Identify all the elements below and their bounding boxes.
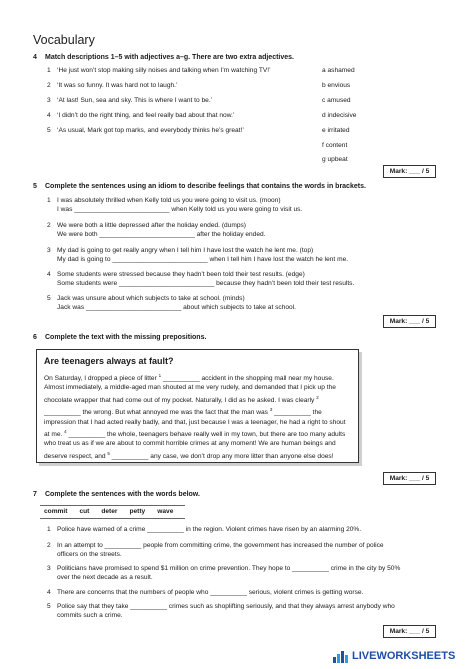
item-number: 5 xyxy=(47,295,51,302)
gap-number: 5 xyxy=(107,450,110,456)
sentence-continuation: over the next decade as a result. xyxy=(57,574,153,581)
mark-box[interactable]: Mark: ___ / 5 xyxy=(383,315,436,328)
question-5-title xyxy=(33,183,366,191)
sentence-original: I was absolutely thrilled when Kelly told us you were going to visit us. (moon) xyxy=(57,197,281,204)
word-bank xyxy=(40,505,185,519)
word-bank-item: petty xyxy=(129,508,146,515)
item-number: 5 xyxy=(47,127,51,134)
item-number: 3 xyxy=(47,565,51,572)
question-number: 5 xyxy=(33,183,37,190)
sentence-gap[interactable]: My dad is going to __________________________ when I tell him I have lost the watch he lent me. xyxy=(57,256,349,263)
sentence-continuation: commits such a crime. xyxy=(57,612,123,619)
gap-number: 2 xyxy=(316,394,319,400)
gap-number: 3 xyxy=(269,407,273,413)
word-bank-item: commit xyxy=(44,508,68,515)
word-bank-item: deter xyxy=(101,508,118,515)
adjective-option: g upbeat xyxy=(322,156,348,163)
footer-brand[interactable] xyxy=(333,650,455,663)
item-number: 4 xyxy=(47,271,51,278)
item-number: 3 xyxy=(47,247,51,254)
question-7-title xyxy=(33,491,200,499)
question-4-title xyxy=(33,54,294,62)
item-number: 3 xyxy=(47,97,51,104)
description-text: ‘As usual, Mark got top marks, and everybody thinks he’s great!’ xyxy=(57,127,244,134)
page-title: Vocabulary xyxy=(33,33,95,47)
mark-box[interactable]: Mark: ___ / 5 xyxy=(383,472,436,485)
sentence-gap[interactable]: Police have warned of a crime __________ in the region. Violent crimes have risen by an alarming 20%. xyxy=(57,526,362,533)
gap[interactable]: __________ the impression that I had acted really badly, and that, just because I was a teenager, he had a right to shout at me. xyxy=(44,409,346,439)
gap[interactable]: __________ accident in the shopping mall near my house. Almost immediately, a middle-aged man shouted at me very rudely, and demanded that I pick up the chocolate wrapper that had come out of my pocket. Naturally, I did as he asked. I was clearly xyxy=(44,374,336,404)
gap-number: 1 xyxy=(158,372,162,378)
item-number: 2 xyxy=(47,82,51,89)
sentence-original: My dad is going to get really angry when I tell him I have lost the watch he lent me. (top) xyxy=(57,247,314,254)
question-instruction: Complete the sentences with the words below. xyxy=(45,491,200,498)
item-number: 1 xyxy=(47,67,51,74)
sentence-original: Some students were stressed because they hadn’t been told their test results. (edge) xyxy=(57,271,305,278)
question-instruction: Match descriptions 1–5 with adjectives a–g. There are two extra adjectives. xyxy=(45,54,294,61)
brand-name: LIVEWORKSHEETS xyxy=(352,650,456,662)
word-bank-item: wave xyxy=(157,508,174,515)
sentence-gap[interactable]: I was __________________________ when Kelly told us you were going to visit us. xyxy=(57,206,303,213)
mark-box[interactable]: Mark: ___ / 5 xyxy=(383,165,436,178)
question-6-title xyxy=(33,334,206,342)
item-number: 1 xyxy=(47,197,51,204)
adjective-option: a ashamed xyxy=(322,67,355,74)
article-box xyxy=(36,349,359,463)
adjective-option: e irritated xyxy=(322,127,350,134)
sentence-gap[interactable]: Politicians have promised to spend $1 million on crime prevention. They hope to __________ crime in the city by 50% xyxy=(57,565,401,572)
gap[interactable]: __________ any case, we don’t drop any more litter than anyone else does! xyxy=(109,452,334,460)
question-number: 6 xyxy=(33,334,37,341)
item-number: 5 xyxy=(47,603,51,610)
sentence-gap[interactable]: There are concerns that the numbers of people who __________ serious, violent crimes is getting worse. xyxy=(57,589,364,596)
question-number: 4 xyxy=(33,54,37,61)
sentence-gap[interactable]: In an attempt to __________ people from committing crime, the government has increased the number of police xyxy=(57,542,384,549)
sentence-gap[interactable]: We were both __________________________ after the holiday ended. xyxy=(57,231,266,238)
item-number: 4 xyxy=(47,112,51,119)
sentence-continuation: officers on the streets. xyxy=(57,551,122,558)
description-text: ‘At last! Sun, sea and sky. This is where I want to be.’ xyxy=(57,97,213,104)
question-instruction: Complete the sentences using an idiom to describe feelings that contains the words in brackets. xyxy=(45,183,366,190)
description-text: ‘I didn’t do the right thing, and feel really bad about that now.’ xyxy=(57,112,235,119)
sentence-gap[interactable]: Jack was __________________________ about which subjects to take at school. xyxy=(57,304,297,311)
liveworksheets-logo-icon xyxy=(333,651,349,663)
adjective-option: c amused xyxy=(322,97,351,104)
sentence-gap[interactable]: Some students were __________________________ because they hadn’t been told their test results. xyxy=(57,280,355,287)
item-number: 1 xyxy=(47,526,51,533)
item-number: 2 xyxy=(47,542,51,549)
mark-box[interactable]: Mark: ___ / 5 xyxy=(383,625,436,638)
sentence-original: We were both a little depressed after the holiday ended. (dumps) xyxy=(57,222,247,229)
adjective-option: d indecisive xyxy=(322,112,357,119)
description-text: ‘It was so funny. It was hard not to laugh.’ xyxy=(57,82,178,89)
article-text: On Saturday, I dropped a piece of litter $^1$ __________ accident in the shopping mall near my house. Almost immediately, a middle-aged man shouted at me very rudely, and demanded that I pick up the chocolate wrapper that had come out of my pocket. Naturally, I did as he asked. I was clearly $^2$ __________ the wrong. But what annoyed me was the fact that the man was $^3$ __________ the impression that I had acted really badly, and that, just because I was a teenager, he had a right to shout at me. $^4$ __________ the whole, teenagers behave really well in my town, but there are too many adults who treat us as if we are about to commit horrible crimes at any moment! We are human beings and deserve respect, and $^5$ __________ any case, we don’t drop any more litter than anyone else does! xyxy=(44,372,346,460)
item-number: 4 xyxy=(47,589,51,596)
question-number: 7 xyxy=(33,491,37,498)
sentence-original: Jack was unsure about which subjects to take at school. (minds) xyxy=(57,295,245,302)
word-bank-item: cut xyxy=(79,508,90,515)
item-number: 2 xyxy=(47,222,51,229)
question-instruction: Complete the text with the missing prepositions. xyxy=(45,334,207,341)
gap[interactable]: __________ the whole, teenagers behave really well in my town, but there are too many adults who treat us as if we are about to commit horrible crimes at any moment! We are human beings and deserve respect, and xyxy=(44,431,346,460)
adjective-option: b envious xyxy=(322,82,351,89)
gap[interactable]: __________ the wrong. But what annoyed me was the fact that the man was xyxy=(44,409,270,417)
description-text: ‘He just won’t stop making silly noises and talking when I’m watching TV!’ xyxy=(57,67,271,74)
gap-number: 4 xyxy=(64,428,67,434)
adjective-option: f content xyxy=(322,142,348,149)
article-title: Are teenagers always at fault? xyxy=(44,356,174,366)
sentence-gap[interactable]: Police say that they take __________ crimes such as shoplifting seriously, and that they always arrest anybody who xyxy=(57,603,395,610)
